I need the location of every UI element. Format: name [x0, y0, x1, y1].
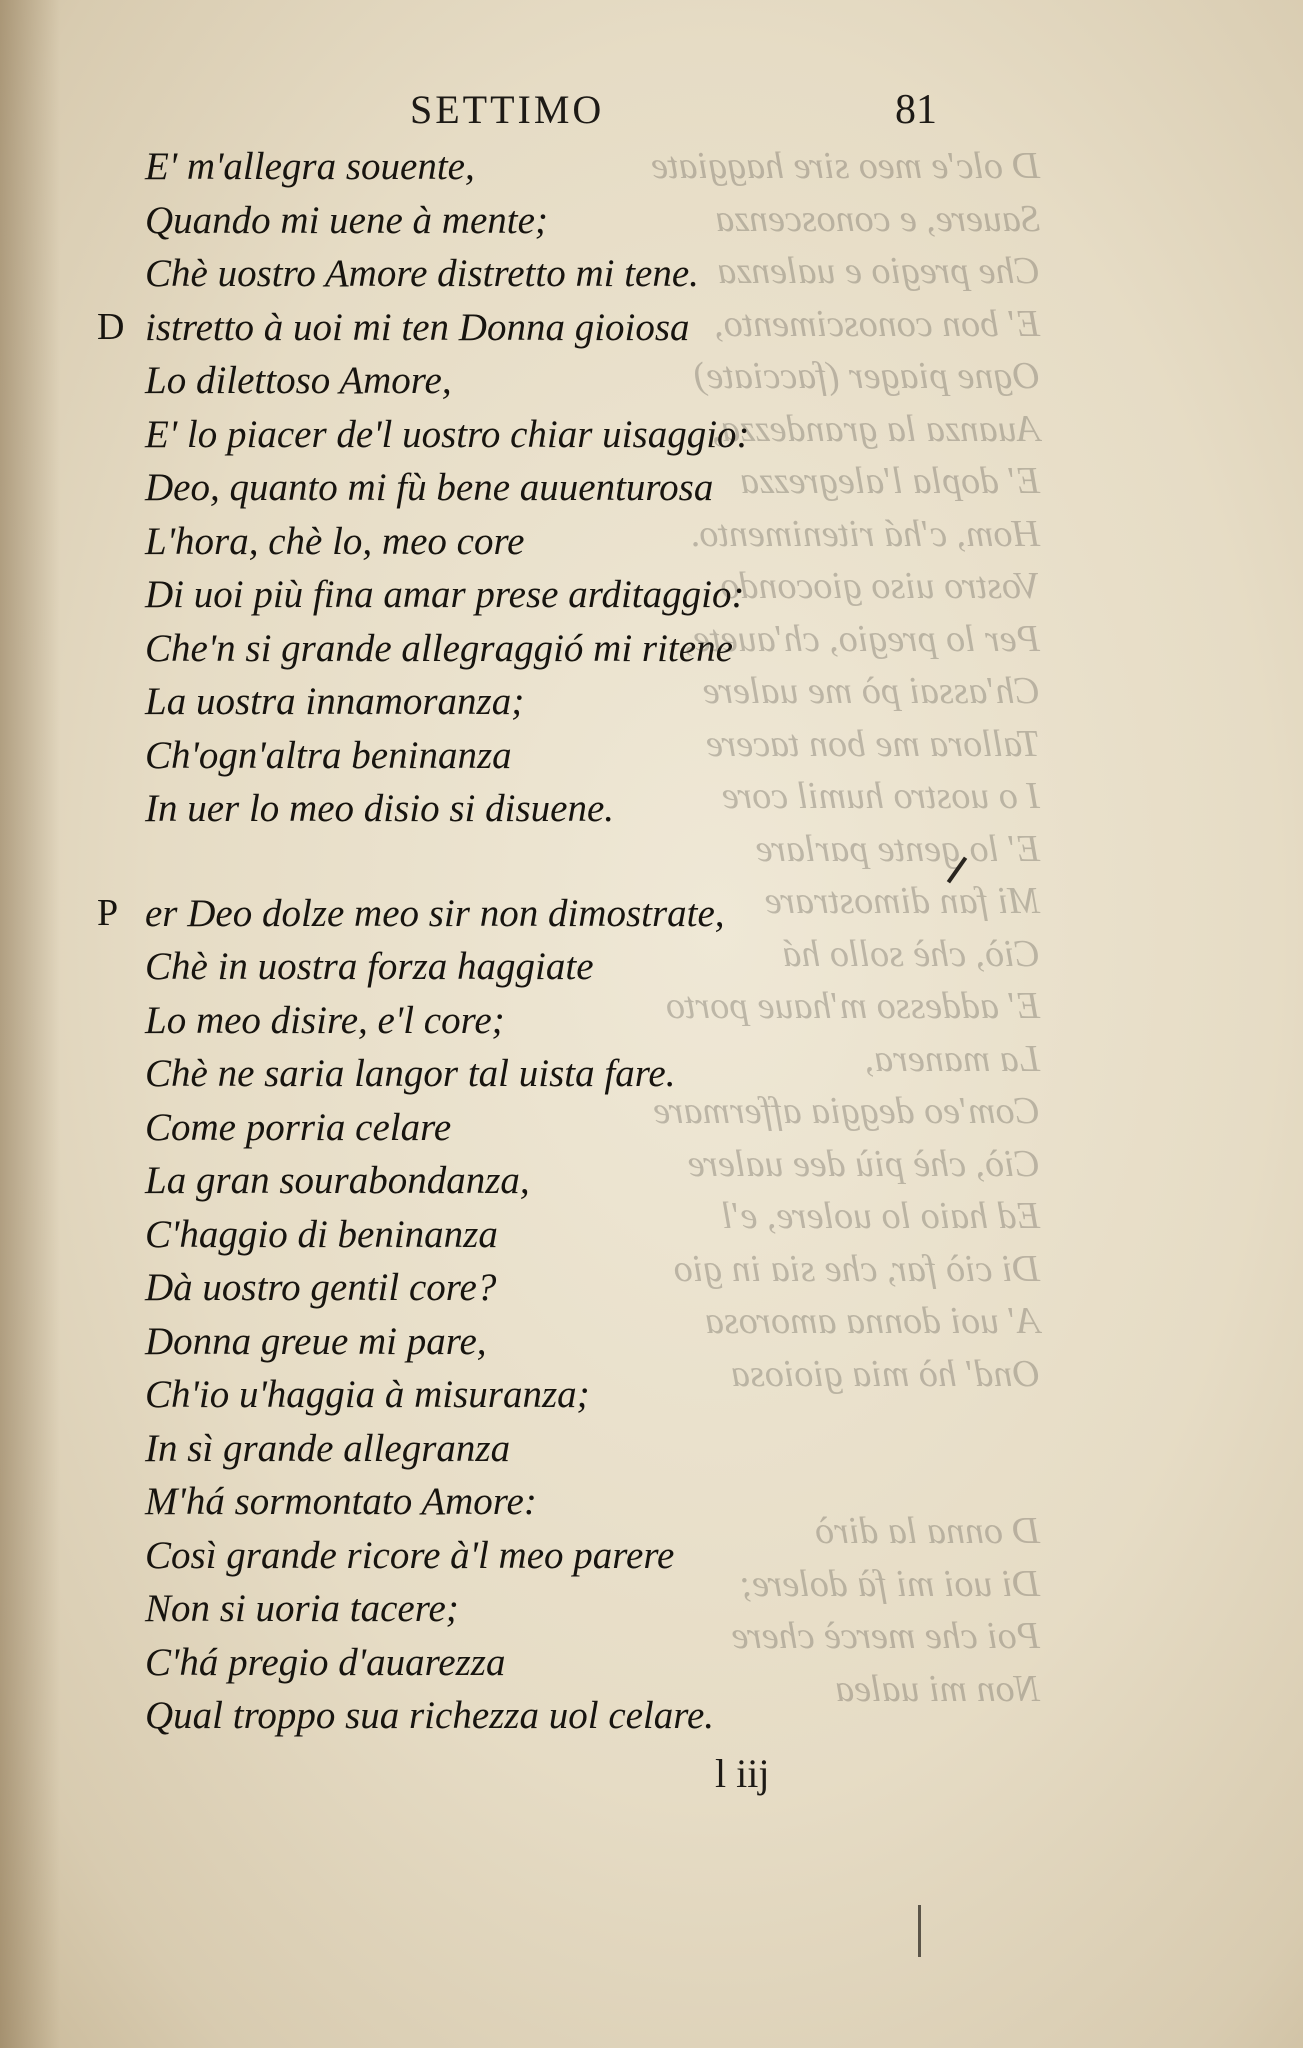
verse-text: E' lo piacer de'l uostro chiar uisaggio:: [145, 412, 750, 456]
verse-line: [0, 1047, 1303, 1101]
verse-text: Lo meo disire, e'l core;: [145, 998, 505, 1042]
verse-text: Quando mi uene à mente;: [145, 198, 548, 242]
verse-line: [0, 301, 1303, 355]
verse-text: L'hora, chè lo, meo core: [145, 519, 525, 563]
stanza: [0, 887, 1303, 1743]
page-header: [0, 78, 1303, 138]
verse-line: [0, 1261, 1303, 1315]
verse-text: Lo dilettoso Amore,: [145, 359, 452, 402]
verse-text: Chè uostro Amore distretto mi tene.: [145, 252, 699, 295]
stanza: [0, 301, 1303, 836]
verse-line: [0, 408, 1303, 462]
verse-line: [0, 675, 1303, 729]
verse-text: M'há sormontato Amore:: [145, 1480, 537, 1523]
verse-text: Così grande ricore à'l meo parere: [145, 1533, 675, 1577]
drop-initial: P: [97, 891, 119, 934]
verse-text: Donna greue mi pare,: [145, 1319, 487, 1363]
signature-mark: l iij: [715, 1751, 770, 1796]
verse-text: istretto à uoi mi ten Donna gioiosa: [145, 305, 690, 349]
verse-text: In sì grande allegranza: [145, 1426, 511, 1470]
verse-line: [0, 461, 1303, 515]
verse-text: In uer lo meo disio si disuene.: [145, 787, 615, 830]
verse-line: [0, 940, 1303, 994]
page-number: 81: [895, 87, 937, 133]
verse-text: La gran sourabondanza,: [145, 1159, 530, 1202]
verse-line: [0, 247, 1303, 301]
verse-text: Deo, quanto mi fù bene auuenturosa: [145, 466, 714, 509]
verse-line: [0, 1582, 1303, 1636]
poem-text: [0, 140, 1303, 1743]
verse-line: [0, 194, 1303, 248]
verse-text: Ch'ogn'altra beninanza: [145, 733, 512, 777]
stanza-break: [0, 836, 1303, 887]
verse-text: La uostra innamoranza;: [145, 680, 525, 723]
verse-line: [0, 887, 1303, 941]
verse-text: er Deo dolze meo sir non dimostrate,: [145, 891, 725, 935]
verse-text: Dà uostro gentil core?: [145, 1266, 497, 1309]
running-head: SETTIMO: [410, 87, 605, 132]
verse-text: C'há pregio d'auarezza: [145, 1640, 506, 1684]
verse-line: [0, 1475, 1303, 1529]
verse-line: [0, 1529, 1303, 1583]
verse-text: Qual troppo sua richezza uol celare.: [145, 1694, 715, 1737]
verse-line: [0, 1636, 1303, 1690]
verse-line: [0, 1368, 1303, 1422]
verse-line: [0, 1689, 1303, 1743]
verse-line: [0, 140, 1303, 194]
verse-text: E' m'allegra souente,: [145, 145, 475, 188]
verse-text: Non si uoria tacere;: [145, 1587, 459, 1630]
verse-text: Chè ne saria langor tal uista fare.: [145, 1052, 676, 1095]
verse-line: [0, 622, 1303, 676]
verse-line: [0, 994, 1303, 1048]
verse-line: [0, 1154, 1303, 1208]
drop-initial: D: [97, 305, 125, 348]
ink-mark: [918, 1905, 921, 1957]
verse-text: Come porria celare: [145, 1105, 452, 1149]
verse-text: Ch'io u'haggia à misuranza;: [145, 1373, 590, 1416]
verse-line: [0, 1208, 1303, 1262]
verse-line: [0, 1422, 1303, 1476]
verse-line: [0, 354, 1303, 408]
verse-line: [0, 568, 1303, 622]
show-through-text: D olc'e meo sire haggiate Sauere, e conoscenza Che pregio e ualenza E' bon conoscimento, Ogne piager (facciate) Auanza la grandezza, E' dopla l'alegrezza Hom, c'há ritenimento. Vostro uiso giocondo Per lo pregio, ch'auete, Ch'assai pò me ualere Tallora me bon tacere I o uostro humil core E' lo gente parlare Mi fan dimostrare Ciò, chè sollo há E' addesso m'haue porto La manera, Com'eo deggia affermare Ciò, chè più dee ualere Ed haio lo uolere, e'l Di ciò far, che sia in gio A' uoi donna amorosa Ond' hò mia gioiosa D onna la dirò Di uoi mi fà dolere; Poi che mercè chere Non mi ualea: [651, 145, 1040, 1710]
verse-line: [0, 1315, 1303, 1369]
verse-line: [0, 782, 1303, 836]
verse-line: [0, 515, 1303, 569]
stanza: [0, 140, 1303, 301]
verse-text: Chè in uostra forza haggiate: [145, 945, 594, 988]
verse-line: [0, 1101, 1303, 1155]
verse-text: C'haggio di beninanza: [145, 1212, 498, 1256]
verse-line: [0, 729, 1303, 783]
verse-text: Che'n si grande allegraggió mi ritene: [145, 626, 733, 670]
verse-text: Di uoi più fina amar prese arditaggio:: [145, 573, 745, 616]
